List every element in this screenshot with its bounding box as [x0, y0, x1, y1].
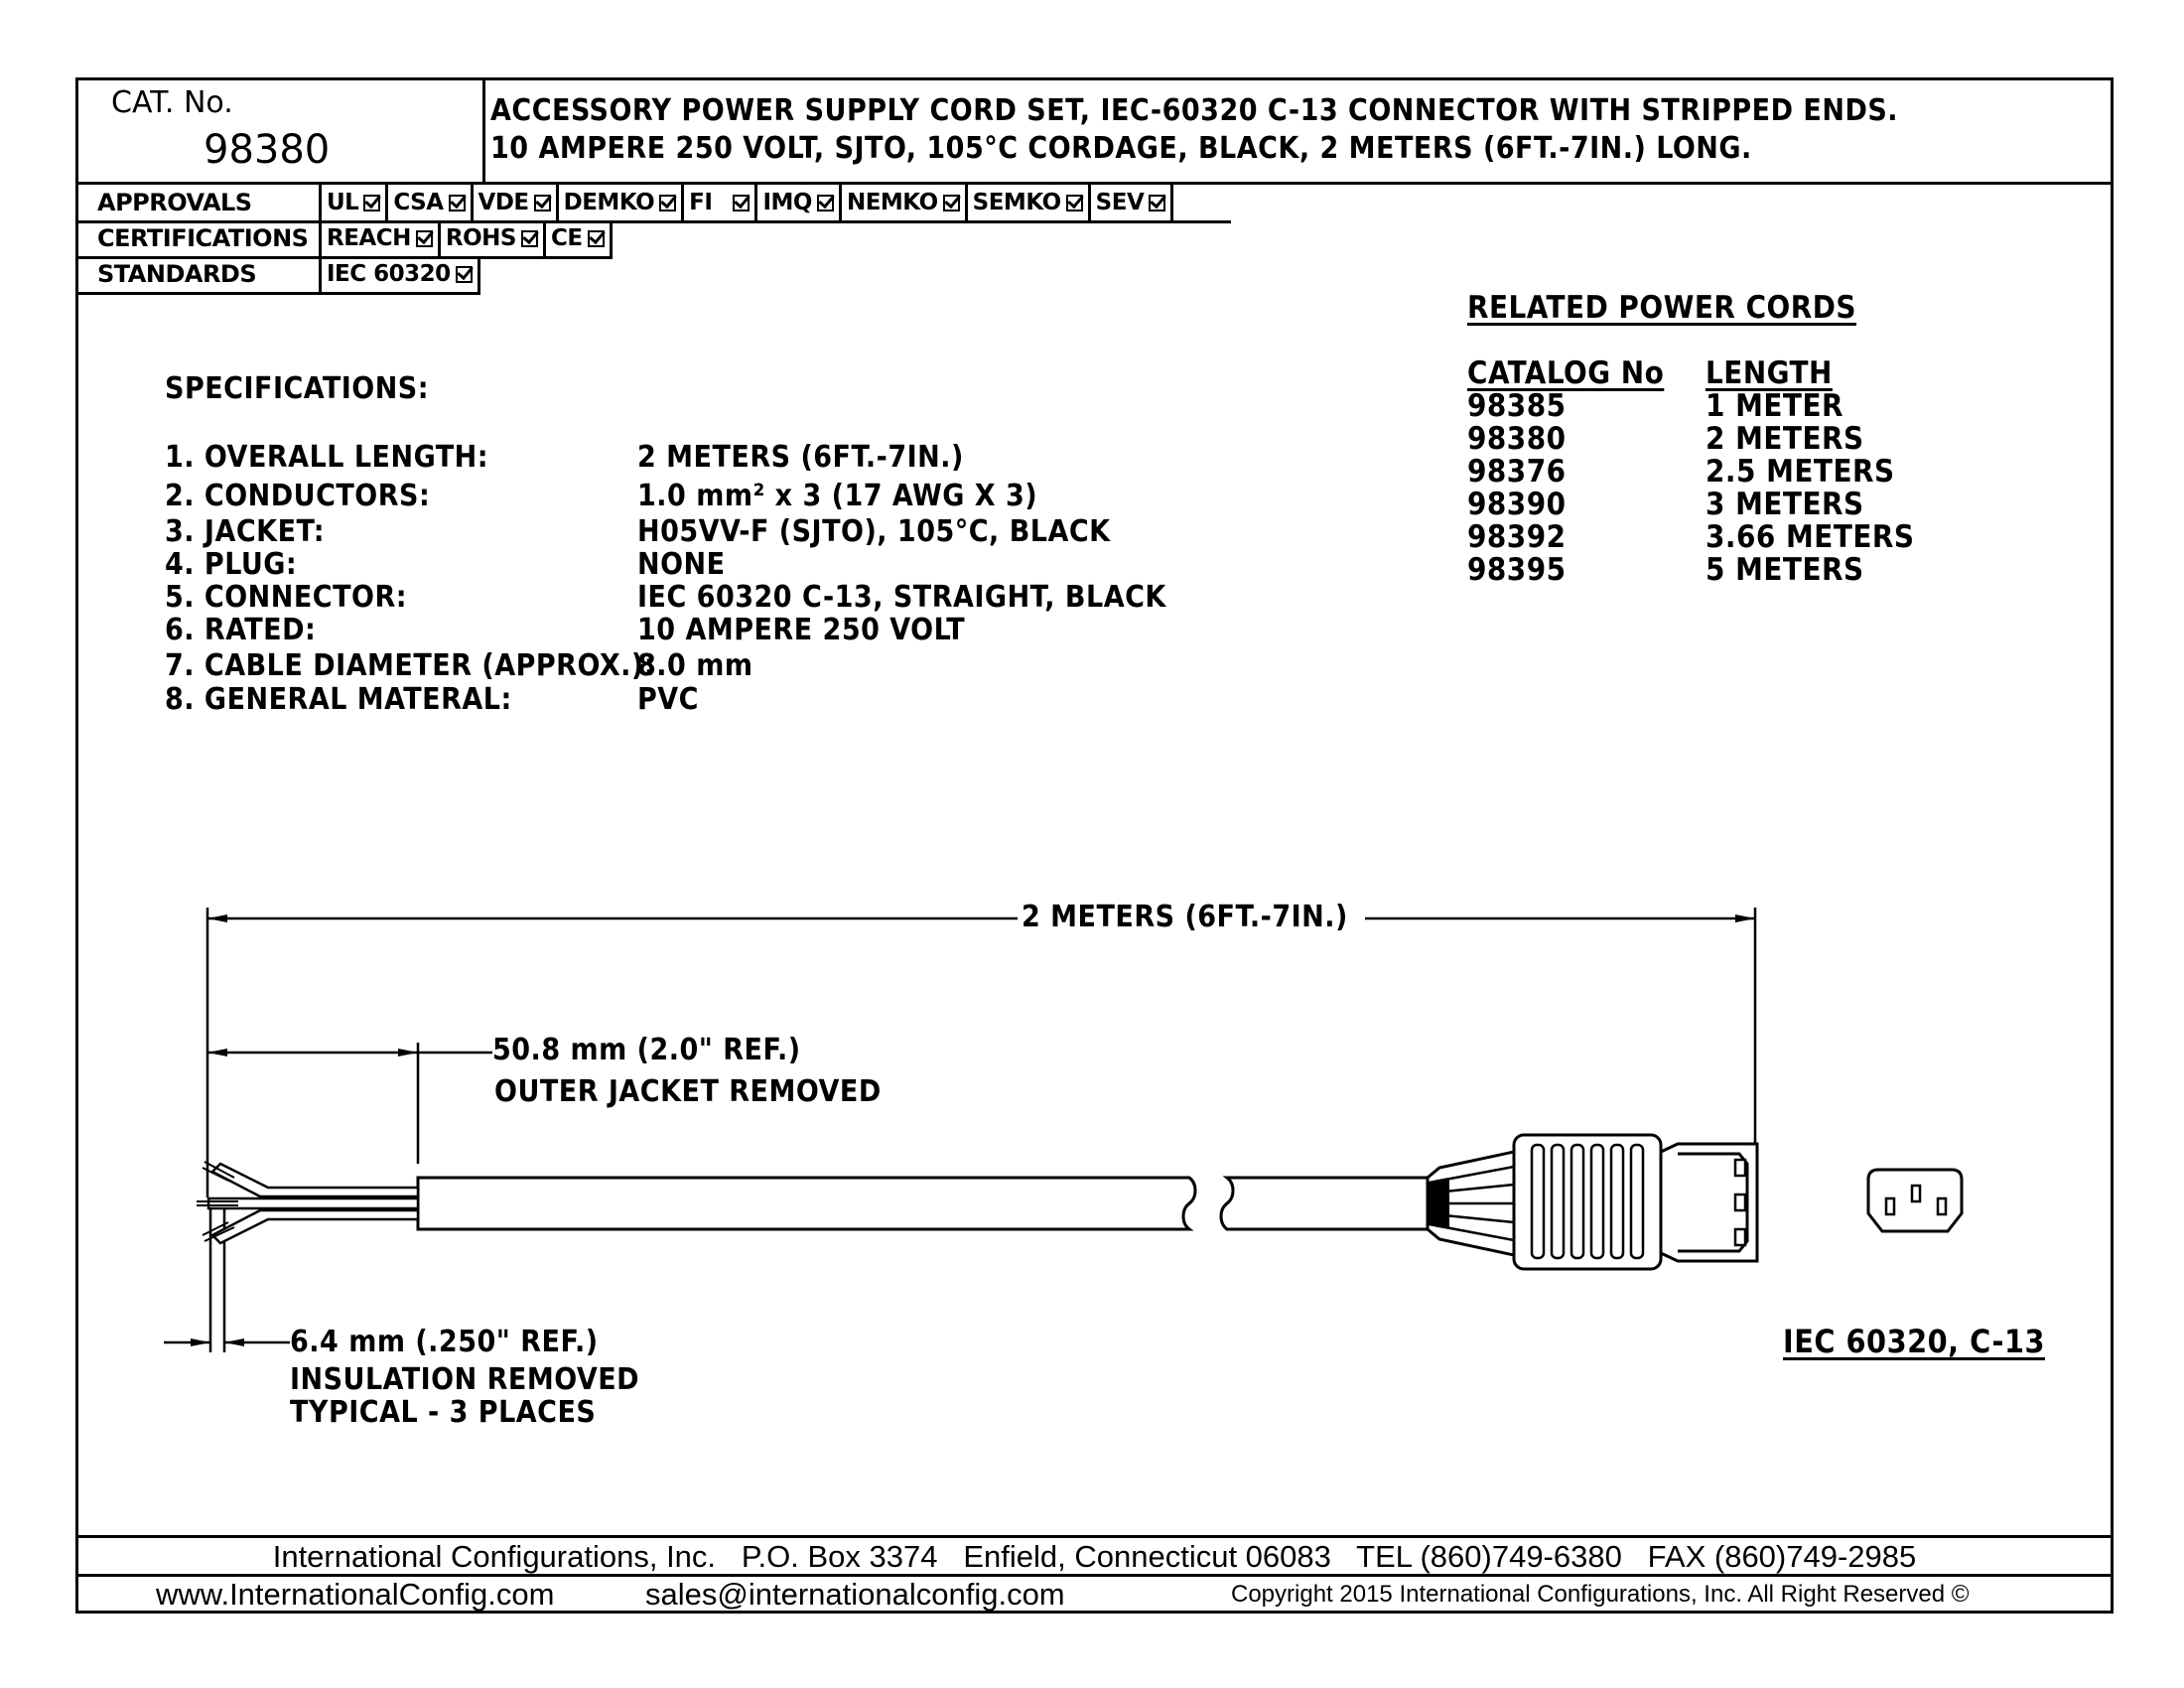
- company-website: www.InternationalConfig.com: [156, 1577, 555, 1612]
- catalog-label: CAT. No.: [111, 85, 233, 120]
- spec-value: H05VV-F (SJTO), 105°C, BLACK: [637, 514, 1111, 549]
- spec-label: 5. CONNECTOR:: [165, 580, 408, 615]
- c13-socket-earth: [1912, 1186, 1920, 1201]
- specifications-title: SPECIFICATIONS:: [165, 371, 430, 406]
- footer-divider-top: [75, 1535, 2114, 1538]
- conductor-middle: [208, 1198, 418, 1208]
- connector-grip: [1611, 1145, 1623, 1258]
- related-length: 2.5 METERS: [1706, 454, 1895, 490]
- related-length: 3.66 METERS: [1706, 519, 1915, 555]
- connector-grip: [1532, 1145, 1544, 1258]
- connector-contact: [1735, 1160, 1745, 1176]
- cable-jacket-right: [1221, 1178, 1428, 1229]
- strain-relief-shading: [1428, 1178, 1449, 1229]
- connector-grip: [1571, 1145, 1583, 1258]
- related-cords-title: RELATED POWER CORDS: [1467, 290, 1856, 326]
- jacket-dimension-label: 50.8 mm (2.0" REF.): [492, 1033, 801, 1067]
- cert-name: CE: [550, 225, 583, 251]
- conductor-top: [212, 1164, 418, 1196]
- approval-name: FI: [689, 190, 713, 215]
- company-address: International Configurations, Inc. P.O. Box 3374 Enfield, Connecticut 06083 TEL (860)749-6380 FAX (860)749-2985: [272, 1539, 1917, 1574]
- insulation-removed-note: INSULATION REMOVED: [290, 1362, 640, 1397]
- approval-name: CSA: [393, 190, 444, 215]
- company-email: sales@internationalconfig.com: [645, 1577, 1065, 1612]
- cable-jacket-left: [418, 1178, 1195, 1229]
- approval-name: DEMKO: [563, 190, 655, 215]
- spec-value: 10 AMPERE 250 VOLT: [637, 613, 966, 647]
- spec-label: 7. CABLE DIAMETER (APPROX.):: [165, 648, 656, 683]
- standard-name: IEC 60320: [327, 261, 451, 287]
- spec-value: 8.0 mm: [637, 648, 753, 683]
- approval-name: UL: [327, 190, 359, 215]
- related-catalog: 98376: [1467, 454, 1567, 490]
- connector-contact: [1735, 1195, 1745, 1210]
- approval-name: VDE: [478, 190, 529, 215]
- cert-name: REACH: [327, 225, 411, 251]
- related-catalog: 98380: [1467, 421, 1567, 457]
- spec-value: 2 METERS (6FT.-7IN.): [637, 440, 964, 475]
- related-catalog: 98385: [1467, 388, 1567, 424]
- strip-dimension-label: 6.4 mm (.250" REF.): [290, 1325, 599, 1359]
- jacket-removed-note: OUTER JACKET REMOVED: [494, 1074, 882, 1109]
- spec-label: 1. OVERALL LENGTH:: [165, 440, 488, 475]
- related-length: 1 METER: [1706, 388, 1843, 424]
- standards-label: STANDARDS: [75, 256, 322, 292]
- related-catalog: 98392: [1467, 519, 1567, 555]
- spec-label: 8. GENERAL MATERAL:: [165, 682, 512, 717]
- approval-name: NEMKO: [846, 190, 938, 215]
- c13-socket-live: [1886, 1198, 1894, 1214]
- spec-value: IEC 60320 C-13, STRAIGHT, BLACK: [637, 580, 1166, 615]
- certifications-label: CERTIFICATIONS: [75, 220, 322, 256]
- approval-name: SEV: [1095, 190, 1145, 215]
- spec-label: 2. CONDUCTORS:: [165, 479, 431, 513]
- connector-contact: [1735, 1229, 1745, 1245]
- spec-value: 1.0 mm² x 3 (17 AWG X 3): [637, 479, 1038, 513]
- copyright-notice: Copyright 2015 International Configurations, Inc. All Right Reserved ©: [1231, 1581, 1970, 1608]
- title-line-1: ACCESSORY POWER SUPPLY CORD SET, IEC-60320 C-13 CONNECTOR WITH STRIPPED ENDS.: [490, 93, 1899, 128]
- related-col-catalog: CATALOG No: [1467, 355, 1665, 391]
- related-catalog: 98395: [1467, 552, 1567, 588]
- related-catalog: 98390: [1467, 487, 1567, 522]
- spec-label: 3. JACKET:: [165, 514, 326, 549]
- approvals-label: APPROVALS: [75, 185, 322, 220]
- spec-label: 4. PLUG:: [165, 547, 298, 582]
- related-col-length: LENGTH: [1706, 355, 1833, 391]
- typical-places-note: TYPICAL - 3 PLACES: [290, 1395, 597, 1430]
- conductor-bottom: [212, 1210, 418, 1243]
- approval-name: SEMKO: [972, 190, 1061, 215]
- spec-label: 6. RATED:: [165, 613, 317, 647]
- connector-grip: [1552, 1145, 1564, 1258]
- related-length: 5 METERS: [1706, 552, 1864, 588]
- connector-grip: [1631, 1145, 1643, 1258]
- overall-dimension-label: 2 METERS (6FT.-7IN.): [1018, 900, 1352, 934]
- related-length: 3 METERS: [1706, 487, 1864, 522]
- catalog-number: 98380: [204, 127, 331, 173]
- spec-value: NONE: [637, 547, 726, 582]
- related-length: 2 METERS: [1706, 421, 1864, 457]
- approval-name: IMQ: [762, 190, 812, 215]
- connector-type-label: IEC 60320, C-13: [1783, 1323, 2045, 1360]
- title-line-2: 10 AMPERE 250 VOLT, SJTO, 105°C CORDAGE, BLACK, 2 METERS (6FT.-7IN.) LONG.: [490, 131, 1752, 166]
- spec-value: PVC: [637, 682, 699, 717]
- connector-grip: [1591, 1145, 1603, 1258]
- c13-socket-neutral: [1938, 1198, 1946, 1214]
- cert-name: ROHS: [445, 225, 516, 251]
